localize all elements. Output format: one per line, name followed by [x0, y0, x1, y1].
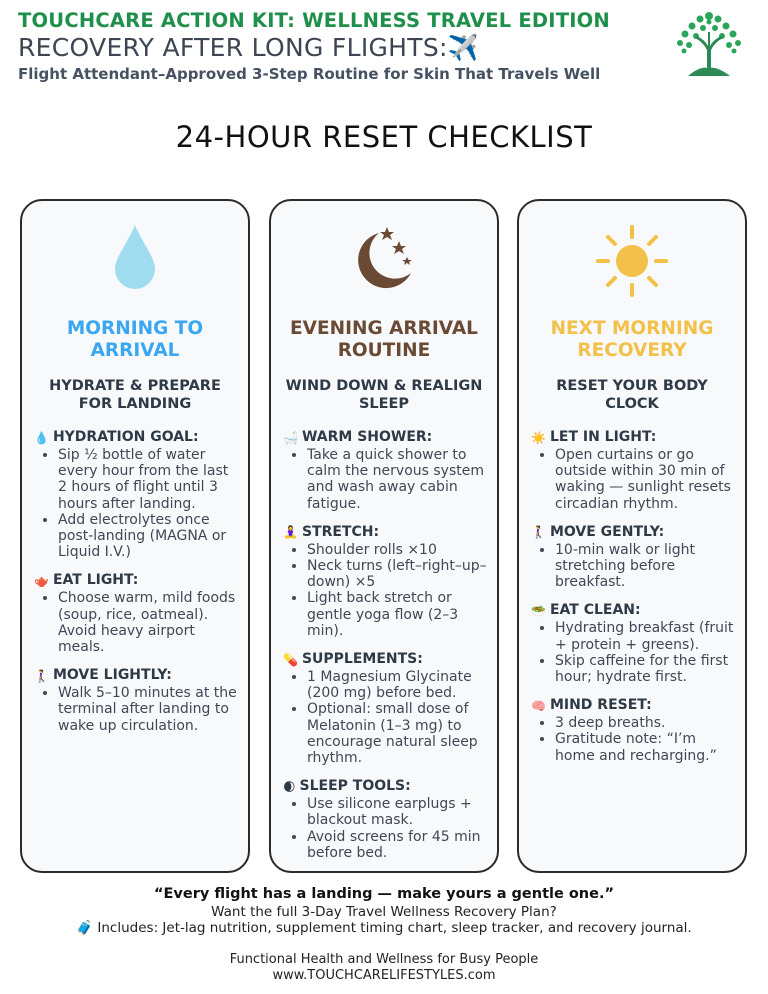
- section-heading: HYDRATION GOAL:: [52, 429, 199, 445]
- card-next-morning-recovery: [517, 199, 747, 873]
- list-item: • Skip caffeine for the first hour; hydrate first.: [555, 653, 737, 685]
- list-item: • 3 deep breaths.: [555, 715, 737, 731]
- section-move-lightly: [34, 667, 240, 734]
- section-heading: SLEEP TOOLS:: [299, 778, 411, 795]
- list-item: • Choose warm, mild foods (soup, rice, oatmeal). Avoid heavy airport meals.: [58, 590, 240, 655]
- water-drop-emoji-icon: 💧: [34, 430, 49, 445]
- card-title: MORNING TO ARRIVAL: [66, 318, 204, 361]
- card-evening-arrival-routine: [269, 199, 499, 873]
- list-item: • Gratitude note: “I’m home and recharging.”: [555, 731, 737, 763]
- salad-bowl-icon: 🥗: [531, 603, 546, 618]
- footer-includes: 🧳 Includes: Jet-lag nutrition, supplement timing chart, sleep tracker, and recovery journal.: [76, 920, 692, 936]
- section-eat-light: [34, 572, 240, 655]
- section-heading: WARM SHOWER:: [301, 429, 433, 445]
- section-heading: SUPPLEMENTS:: [301, 651, 423, 668]
- section-mind-reset: [531, 697, 737, 764]
- list-item: • Sip ½ bottle of water every hour from the last 2 hours of flight until 3 hours after landing.: [58, 447, 240, 512]
- list-item: • Walk 5–10 minutes at the terminal after landing to wake up circulation.: [58, 685, 240, 734]
- section-heading: MOVE LIGHTLY:: [52, 667, 172, 684]
- list-item: • Add electrolytes once post-landing (MAGNA or Liquid I.V.): [58, 512, 240, 561]
- list-item: • Avoid screens for 45 min before bed.: [307, 829, 489, 861]
- pill-icon: 💊: [283, 652, 298, 667]
- sun-icon: [594, 223, 670, 299]
- list-item: • Hydrating breakfast (fruit + protein + greens).: [555, 620, 737, 652]
- tree-logo-icon: [670, 6, 748, 80]
- card-title: NEXT MORNING RECOVERY: [550, 318, 714, 361]
- list-item: • 1 Magnesium Glycinate (200 mg) before bed.: [307, 669, 489, 701]
- section-heading: MIND RESET:: [549, 697, 652, 714]
- section-hydration-goal: [34, 429, 240, 560]
- teapot-icon: 🫖: [34, 573, 49, 588]
- list-item: • 10-min walk or light stretching before breakfast.: [555, 542, 737, 591]
- footer-cta: Want the full 3-Day Travel Wellness Recovery Plan?: [211, 904, 557, 920]
- card-subtitle: HYDRATE & PREPARE FOR LANDING: [49, 378, 221, 412]
- list-item: • Shoulder rolls ×10: [307, 542, 489, 558]
- section-warm-shower: [283, 429, 489, 512]
- walking-woman-icon: 🚶‍♀️: [34, 668, 49, 683]
- brain-icon: 🧠: [531, 698, 546, 713]
- list-item: • Optional: small dose of Melatonin (1–3 mg) to encourage natural sleep rhythm.: [307, 701, 489, 766]
- section-supplements: [283, 651, 489, 766]
- list-item: • Neck turns (left–right–up–down) ×5: [307, 558, 489, 590]
- section-heading: STRETCH:: [301, 523, 380, 540]
- list-item: • Light back stretch or gentle yoga flow (2–3 min).: [307, 590, 489, 639]
- section-heading: LET IN LIGHT:: [549, 429, 657, 445]
- page-title: 24-HOUR RESET CHECKLIST: [175, 120, 593, 154]
- section-heading: EAT CLEAN:: [549, 602, 641, 619]
- section-heading: EAT LIGHT:: [52, 572, 139, 589]
- subheadline: Flight Attendant–Approved 3-Step Routine for Skin That Travels Well: [18, 65, 601, 83]
- walking-woman-icon: 🚶‍♀️: [531, 525, 546, 540]
- section-stretch: [283, 524, 489, 639]
- card-subtitle: WIND DOWN & REALIGN SLEEP: [285, 378, 483, 412]
- footer-quote: “Every flight has a landing — make yours a gentle one.”: [153, 886, 615, 902]
- water-drop-icon: [111, 223, 159, 293]
- card-subtitle: RESET YOUR BODY CLOCK: [556, 378, 708, 412]
- moon-phase-icon: 🌒: [283, 779, 296, 794]
- list-item: • Use silicone earplugs + blackout mask.: [307, 796, 489, 828]
- section-sleep-tools: [283, 778, 489, 861]
- card-morning-to-arrival: [20, 199, 250, 873]
- footer-website-link[interactable]: www.TOUCHCARELIFESTYLES.com: [272, 968, 496, 983]
- moon-stars-icon: [349, 223, 419, 293]
- sun-emoji-icon: ☀️: [531, 430, 546, 445]
- list-item: • Take a quick shower to calm the nervous system and wash away cabin fatigue.: [307, 447, 489, 512]
- headline: RECOVERY AFTER LONG FLIGHTS:✈️: [18, 33, 480, 62]
- section-heading: MOVE GENTLY:: [549, 523, 665, 540]
- card-title: EVENING ARRIVAL ROUTINE: [290, 318, 478, 361]
- yoga-woman-icon: 🧘‍♀️: [283, 525, 298, 540]
- section-eat-clean: [531, 602, 737, 685]
- list-item: • Open curtains or go outside within 30 min of waking — sunlight resets circadian rhythm.: [555, 447, 737, 512]
- section-move-gently: [531, 524, 737, 591]
- bathtub-icon: 🛁: [283, 430, 298, 445]
- footer-tagline: Functional Health and Wellness for Busy People: [229, 952, 539, 967]
- kit-title: TOUCHCARE ACTION KIT: WELLNESS TRAVEL EDITION: [18, 9, 610, 32]
- section-let-in-light: [531, 429, 737, 512]
